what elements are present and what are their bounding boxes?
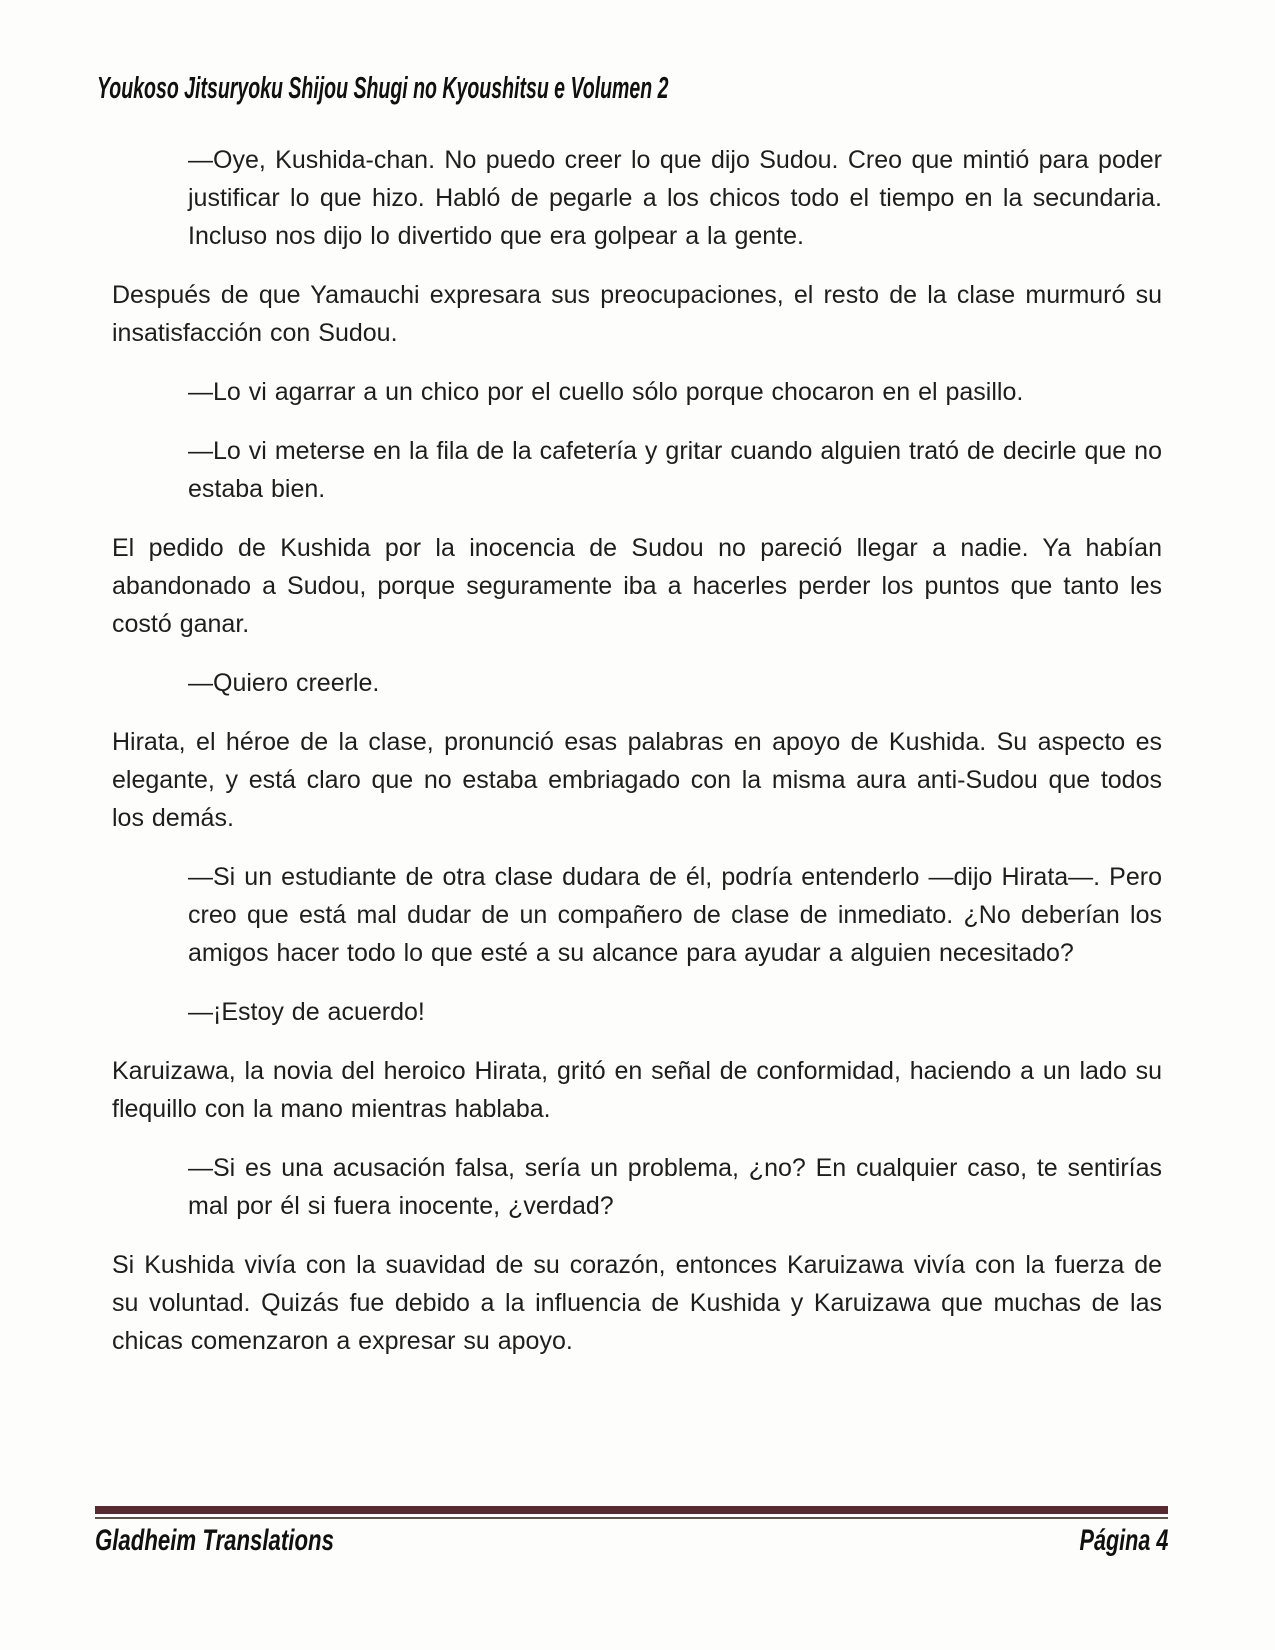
dialogue-paragraph: —Oye, Kushida-chan. No puedo creer lo que dijo Sudou. Creo que mintió para poder justificar lo que hizo. Habló de pegarle a los chicos todo el tiempo en la secundaria. Incluso nos dijo lo divertido que era golpear a la gente. — [188, 146, 1162, 250]
translator-credit: Gladheim Translations — [95, 1524, 334, 1557]
page-number: Página 4 — [1079, 1524, 1168, 1557]
document-body — [112, 141, 1162, 1360]
dialogue-paragraph: —¡Estoy de acuerdo! — [188, 998, 425, 1026]
narration-paragraph: El pedido de Kushida por la inocencia de Sudou no pareció llegar a nadie. Ya habían abandonado a Sudou, porque seguramente iba a hacerles perder los puntos que tanto les costó ganar. — [112, 534, 1162, 638]
page-header — [97, 70, 1004, 106]
footer-rule-thick-line — [95, 1506, 1168, 1514]
dialogue-paragraph: —Lo vi agarrar a un chico por el cuello sólo porque chocaron en el pasillo. — [188, 378, 1024, 406]
narration-paragraph: Karuizawa, la novia del heroico Hirata, gritó en señal de conformidad, haciendo a un lado su flequillo con la mano mientras hablaba. — [112, 1057, 1162, 1123]
narration-paragraph: Hirata, el héroe de la clase, pronunció esas palabras en apoyo de Kushida. Su aspecto es elegante, y está claro que no estaba embriagado con la misma aura anti-Sudou que todos los demás. — [112, 728, 1162, 832]
dialogue-paragraph: —Si un estudiante de otra clase dudara de él, podría entenderlo —dijo Hirata—. Pero creo que está mal dudar de un compañero de clase de inmediato. ¿No deberían los amigos hacer todo lo que esté a su alcance para ayudar a alguien necesitado? — [188, 863, 1162, 967]
narration-paragraph: Si Kushida vivía con la suavidad de su corazón, entonces Karuizawa vivía con la fuerza de su voluntad. Quizás fue debido a la influencia de Kushida y Karuizawa que muchas de las chicas comenzaron a expresar su apoyo. — [112, 1251, 1162, 1355]
document-title: Youkoso Jitsuryoku Shijou Shugi no Kyoushitsu e Volumen 2 — [97, 70, 669, 105]
narration-paragraph: Después de que Yamauchi expresara sus preocupaciones, el resto de la clase murmuró su insatisfacción con Sudou. — [112, 281, 1162, 347]
dialogue-paragraph: —Quiero creerle. — [188, 669, 380, 697]
dialogue-paragraph: —Si es una acusación falsa, sería un problema, ¿no? En cualquier caso, te sentirías mal por él si fuera inocente, ¿verdad? — [188, 1154, 1162, 1220]
page-footer — [95, 1506, 1168, 1558]
dialogue-paragraph: —Lo vi meterse en la fila de la cafetería y gritar cuando alguien trató de decirle que no estaba bien. — [188, 437, 1162, 503]
footer-rule-thin-line — [95, 1517, 1168, 1519]
